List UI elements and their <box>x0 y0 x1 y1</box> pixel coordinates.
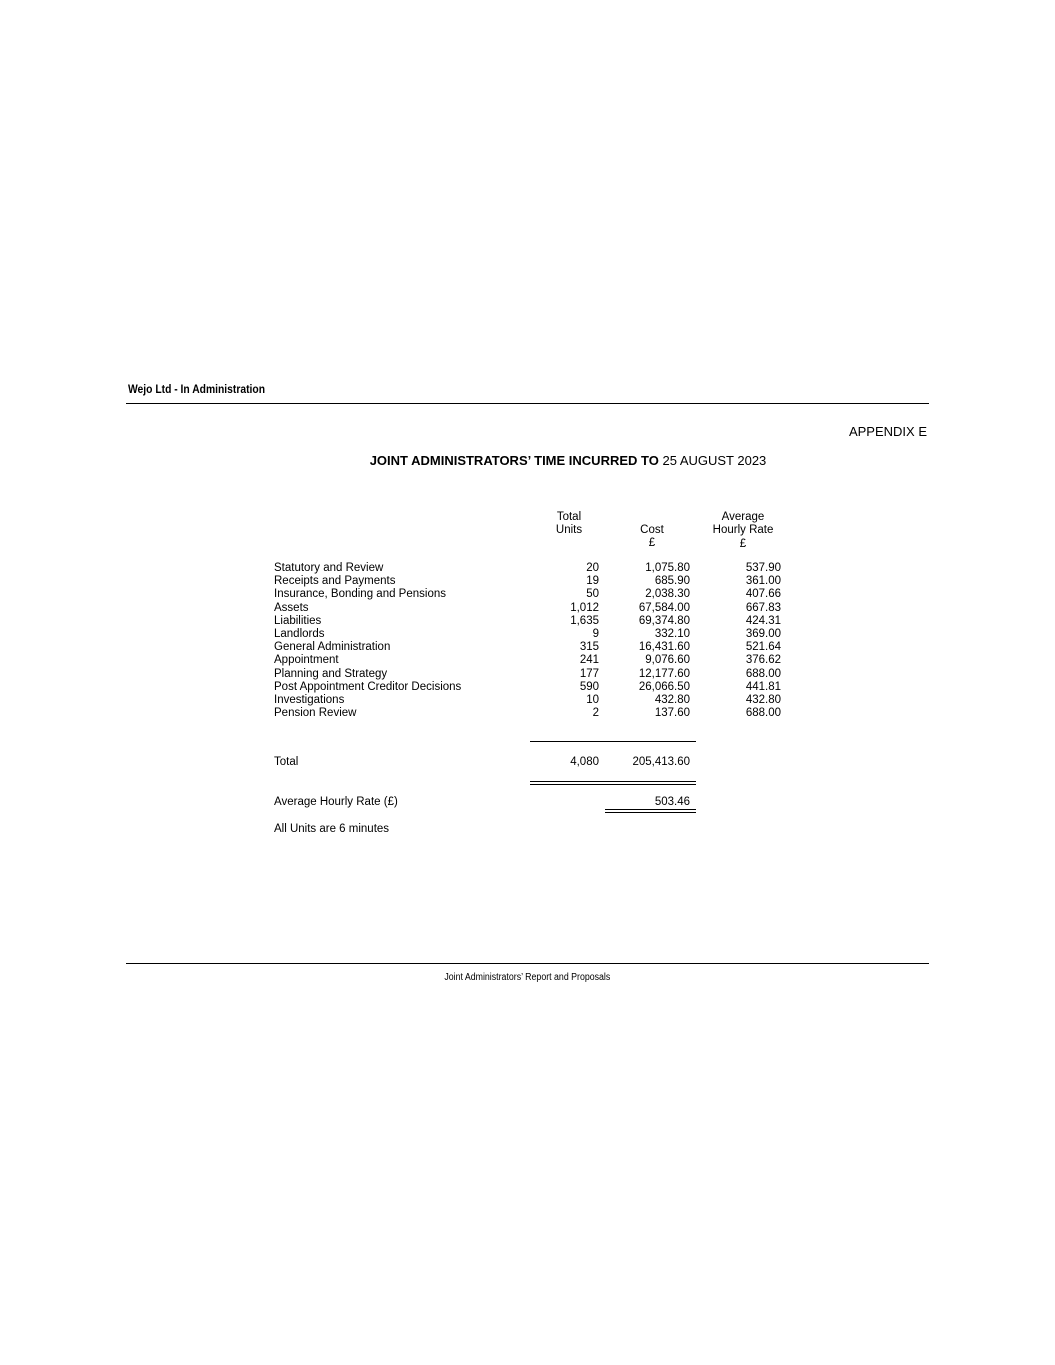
row-rate: 376.62 <box>745 654 781 667</box>
row-units: 241 <box>579 654 599 667</box>
row-cost: 67,584.00 <box>638 601 690 614</box>
row-cost: 12,177.60 <box>638 667 690 680</box>
row-label: Planning and Strategy <box>274 667 388 680</box>
row-rate: 441.81 <box>745 680 781 693</box>
row-rate: 521.64 <box>745 641 781 654</box>
row-label: General Administration <box>274 641 391 654</box>
company-header: Wejo Ltd - In Administration <box>128 382 266 396</box>
total-double-rule-lower <box>530 784 696 785</box>
table-row <box>274 562 794 575</box>
row-cost: 2,038.30 <box>645 588 690 601</box>
total-label: Total <box>274 756 299 768</box>
subtotal-rule <box>530 741 696 742</box>
cost-header-line2: £ <box>648 537 656 550</box>
units-note: All Units are 6 minutes <box>274 823 390 835</box>
row-rate: 432.80 <box>745 693 781 706</box>
row-rate: 537.90 <box>745 562 781 574</box>
row-units: 50 <box>586 588 599 601</box>
title-date: 25 AUGUST 2023 <box>662 453 767 468</box>
average-rate-label: Average Hourly Rate (£) <box>274 796 398 808</box>
average-double-rule-lower <box>605 812 696 813</box>
row-cost: 9,076.60 <box>645 654 690 667</box>
row-rate: 424.31 <box>745 614 781 627</box>
units-column-header <box>547 511 591 538</box>
row-units: 2 <box>592 707 599 720</box>
row-units: 315 <box>579 641 599 654</box>
row-rate: 667.83 <box>745 601 781 614</box>
header-divider <box>126 403 929 404</box>
row-label: Landlords <box>274 627 325 640</box>
row-label: Post Appointment Creditor Decisions <box>274 680 462 693</box>
row-cost: 332.10 <box>654 627 690 640</box>
table-row <box>274 694 794 707</box>
row-units: 9 <box>592 627 599 640</box>
table-row <box>274 654 794 667</box>
footer-divider <box>126 963 929 964</box>
row-label: Appointment <box>274 654 339 667</box>
average-double-rule-upper <box>605 809 696 810</box>
units-header-line2: Units <box>555 524 583 537</box>
row-rate: 361.00 <box>745 575 781 588</box>
row-label: Insurance, Bonding and Pensions <box>274 588 446 601</box>
cost-header-line1: Cost <box>640 524 664 536</box>
units-header-line1: Total <box>556 511 582 523</box>
row-label: Receipts and Payments <box>274 575 396 588</box>
row-cost: 69,374.80 <box>638 614 690 627</box>
table-row <box>274 615 794 628</box>
total-units: 4,080 <box>570 756 599 768</box>
row-label: Statutory and Review <box>274 562 384 574</box>
table-row <box>274 588 794 601</box>
row-label: Investigations <box>274 693 345 706</box>
row-rate: 407.66 <box>745 588 781 601</box>
row-units: 1,012 <box>570 601 599 614</box>
rate-header-line2: Hourly Rate <box>712 524 774 537</box>
table-row <box>274 602 794 615</box>
title-text: JOINT ADMINISTRATORS’ TIME INCURRED TO <box>369 453 659 468</box>
rate-column-header <box>703 511 783 551</box>
rate-header-line3: £ <box>739 537 747 550</box>
table-row <box>274 641 794 654</box>
page-title <box>0 453 1055 468</box>
table-row <box>274 628 794 641</box>
row-label: Pension Review <box>274 707 357 720</box>
table-row <box>274 681 794 694</box>
time-costs-table <box>274 562 794 720</box>
table-row <box>274 575 794 588</box>
row-cost: 26,066.50 <box>638 680 690 693</box>
row-units: 590 <box>579 680 599 693</box>
row-rate: 369.00 <box>745 627 781 640</box>
row-rate: 688.00 <box>745 667 781 680</box>
total-double-rule-upper <box>530 781 696 782</box>
cost-column-header <box>630 524 674 551</box>
row-cost: 16,431.60 <box>638 641 690 654</box>
rate-header-line1: Average <box>721 511 765 523</box>
total-cost: 205,413.60 <box>632 756 690 768</box>
row-units: 1,635 <box>570 614 599 627</box>
row-units: 19 <box>586 575 599 588</box>
row-units: 20 <box>586 562 599 574</box>
row-units: 177 <box>579 667 599 680</box>
appendix-label: APPENDIX E <box>848 424 927 439</box>
row-label: Liabilities <box>274 614 322 627</box>
row-units: 10 <box>586 693 599 706</box>
table-row <box>274 668 794 681</box>
page-footer <box>0 972 1055 983</box>
average-rate-value: 503.46 <box>654 796 690 808</box>
row-label: Assets <box>274 601 309 614</box>
row-cost: 432.80 <box>654 693 690 706</box>
row-rate: 688.00 <box>745 707 781 720</box>
table-row <box>274 707 794 720</box>
row-cost: 137.60 <box>654 707 690 720</box>
footer-text: Joint Administrators’ Report and Proposals <box>444 972 611 983</box>
row-cost: 1,075.80 <box>645 562 690 574</box>
row-cost: 685.90 <box>654 575 690 588</box>
